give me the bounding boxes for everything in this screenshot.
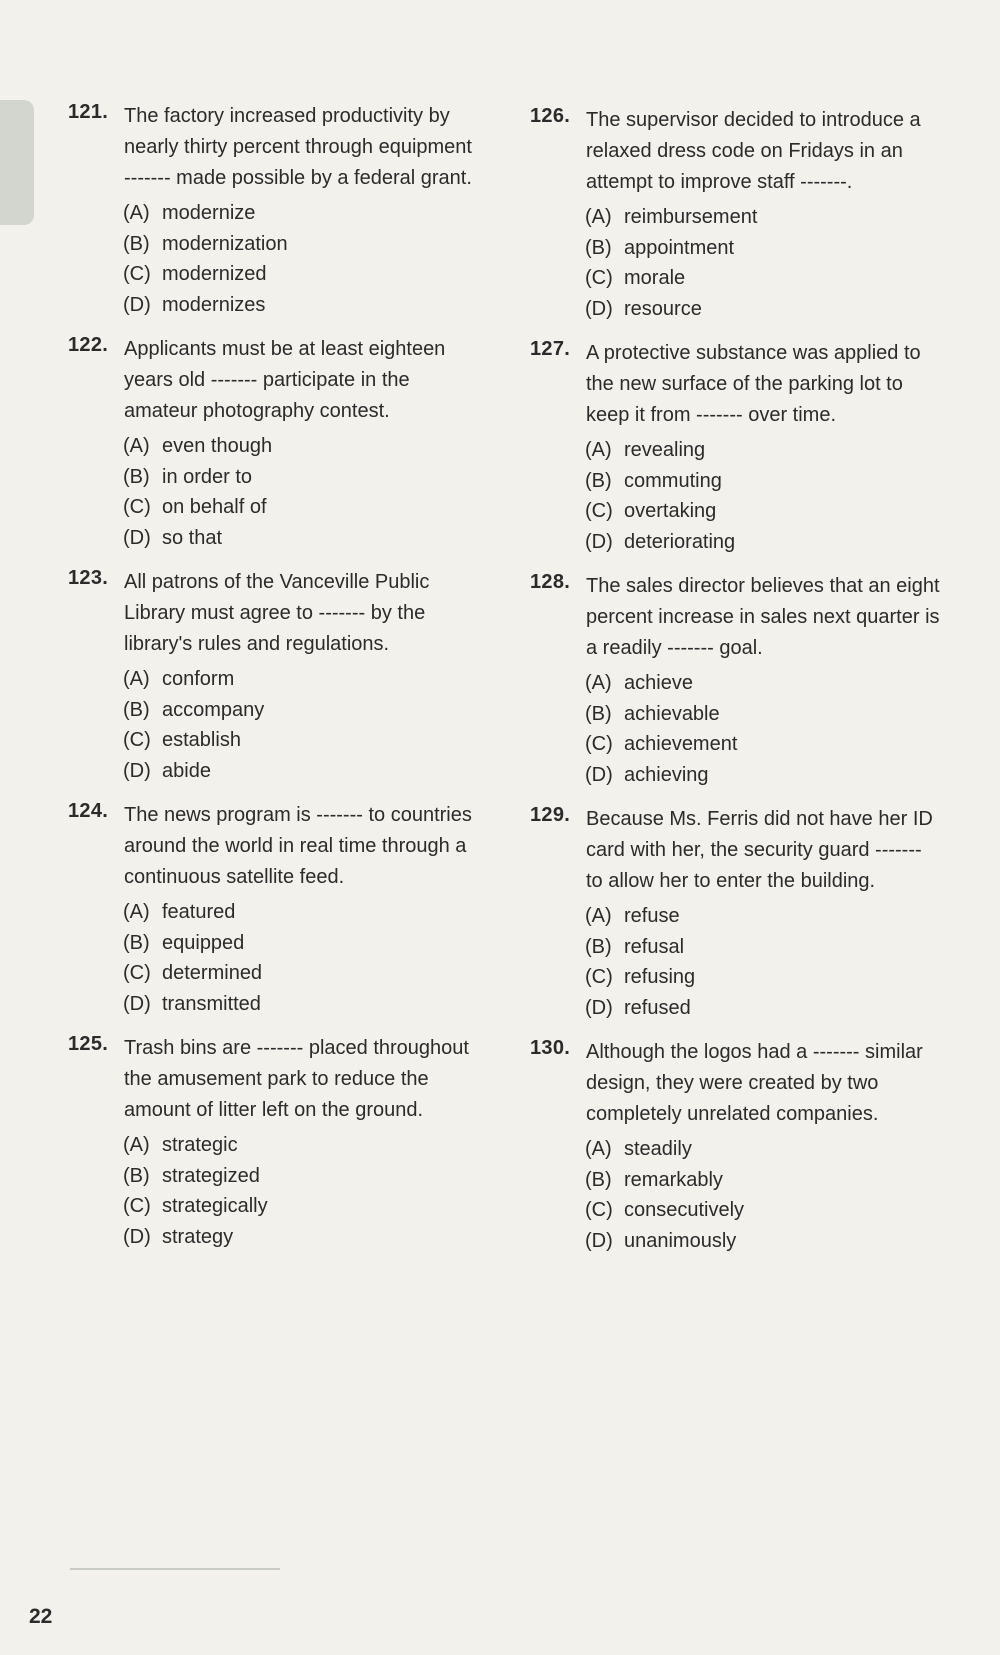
question-stem [586,1037,960,1130]
answer-option[interactable] [585,1195,960,1226]
answer-option[interactable] [123,462,498,493]
option-text: transmitted [162,992,261,1015]
answer-option[interactable] [123,259,498,290]
option-text: consecutively [624,1199,745,1221]
option-letter: (C) [585,966,613,988]
question-number: 128. [530,571,571,593]
question-stem [586,338,960,431]
option-letter: (D) [585,996,613,1019]
option-text: unanimously [624,1229,737,1252]
question-stem-line: nearly thirty percent through equipment [124,136,472,158]
option-text: reimbursement [624,206,758,228]
question-stem-line: Trash bins are ------- placed throughout [124,1037,469,1059]
question-stem-line: Although the logos had a ------- similar [586,1041,923,1063]
option-letter: (A) [585,1138,612,1160]
option-text: steadily [624,1138,692,1160]
question-number: 121. [68,101,109,123]
option-text: abide [162,759,211,782]
answer-option[interactable] [585,233,960,264]
option-letter: (C) [123,263,151,285]
question-stem-line: design, they were created by two [586,1072,879,1094]
option-text: morale [624,267,686,289]
option-letter: (B) [123,232,150,255]
question-stem [586,804,960,897]
option-letter: (C) [123,496,151,518]
option-letter: (B) [585,702,612,725]
question-stem-line: percent increase in sales next quarter is [586,606,940,628]
answer-options [585,901,960,1023]
answer-option[interactable] [585,435,960,466]
option-text: commuting [624,469,722,492]
option-letter: (B) [123,931,150,954]
option-letter: (A) [123,435,150,457]
question-stem-line: keep it from ------- over time. [586,404,837,426]
question-stem-line: attempt to improve staff -------. [586,171,853,193]
question-stem-line: a readily ------- goal. [586,637,763,659]
answer-option[interactable] [123,198,498,229]
option-text: achievable [624,702,720,725]
question-stem-line: library's rules and regulations. [124,633,390,655]
question-stem-line: relaxed dress code on Fridays in an [586,140,903,162]
option-text: accompany [162,698,265,721]
answer-option[interactable] [585,1226,960,1257]
option-text: deteriorating [624,530,736,553]
question-item [68,800,498,1033]
option-letter: (A) [585,905,612,927]
option-letter: (C) [123,729,151,751]
option-letter: (D) [123,992,151,1015]
question-stem [124,567,498,660]
option-letter: (A) [585,206,612,228]
answer-option[interactable] [123,664,498,695]
answer-option[interactable] [123,492,498,523]
answer-option[interactable] [585,202,960,233]
answer-options [585,435,960,557]
question-stem [124,1033,498,1126]
option-text: remarkably [624,1168,723,1191]
option-text: conform [162,668,235,690]
question-stem-line: The sales director believes that an eight [586,575,940,597]
question-stem-line: Library must agree to ------- by the [124,602,426,624]
question-stem-line: completely unrelated companies. [586,1103,879,1125]
question-stem [586,571,960,664]
option-text: strategized [162,1164,260,1187]
option-text: refuse [624,905,680,927]
answer-option[interactable] [123,229,498,260]
question-stem [124,800,498,893]
question-stem [124,334,498,427]
option-letter: (D) [123,1225,151,1248]
answer-options [123,664,498,786]
question-item [530,1037,960,1270]
question-number: 123. [68,567,109,589]
option-text: establish [162,729,241,751]
option-text: on behalf of [162,496,267,518]
question-item [530,338,960,571]
question-number: 122. [68,334,109,356]
option-letter: (C) [123,962,151,984]
left-question-column [68,101,498,1266]
option-letter: (D) [123,526,151,549]
answer-option[interactable] [585,729,960,760]
answer-option[interactable] [585,263,960,294]
option-letter: (C) [585,267,613,289]
answer-option[interactable] [123,756,498,787]
option-letter: (A) [123,901,150,923]
answer-options [123,198,498,320]
answer-option[interactable] [585,496,960,527]
option-text: refusal [624,935,685,958]
answer-options [585,202,960,324]
right-question-column [530,105,960,1270]
question-stem-line: Applicants must be at least eighteen [124,338,446,360]
answer-options [585,1134,960,1256]
answer-options [123,431,498,553]
question-stem-line: the new surface of the parking lot to [586,373,903,395]
option-text: achievement [624,733,738,755]
option-text: modernizes [162,293,266,316]
question-stem-line: A protective substance was applied to [586,342,921,364]
option-letter: (B) [123,465,150,488]
option-letter: (C) [585,733,613,755]
option-text: in order to [162,465,253,488]
option-text: strategic [162,1134,238,1156]
page-number: 22 [29,1605,53,1628]
answer-option[interactable] [585,466,960,497]
question-item [68,1033,498,1266]
option-text: overtaking [624,500,717,522]
option-letter: (C) [123,1195,151,1217]
option-letter: (D) [585,1229,613,1252]
answer-option[interactable] [123,725,498,756]
option-letter: (B) [585,236,612,259]
answer-option[interactable] [585,699,960,730]
answer-option[interactable] [123,431,498,462]
question-stem-line: around the world in real time through a [124,835,467,857]
answer-option[interactable] [123,523,498,554]
question-number: 125. [68,1033,109,1055]
question-stem-line: continuous satellite feed. [124,866,345,888]
question-stem-line: ------- made possible by a federal grant. [124,167,472,189]
option-text: strategically [162,1195,268,1217]
question-number: 130. [530,1037,571,1059]
answer-option[interactable] [123,958,498,989]
option-letter: (D) [123,293,151,316]
answer-option[interactable] [123,290,498,321]
option-letter: (A) [585,672,612,694]
answer-option[interactable] [585,993,960,1024]
answer-option[interactable] [123,695,498,726]
question-stem-line: amateur photography contest. [124,400,390,422]
option-text: equipped [162,931,245,954]
option-text: strategy [162,1225,234,1248]
option-letter: (D) [123,759,151,782]
question-stem [124,101,498,194]
question-stem-line: All patrons of the Vanceville Public [124,571,430,593]
option-letter: (A) [123,1134,150,1156]
option-text: modernized [162,263,267,285]
question-stem-line: years old ------- participate in the [124,369,410,391]
answer-options [585,668,960,790]
question-item [68,101,498,334]
question-item [68,334,498,567]
question-stem-line: The news program is ------- to countries [124,804,472,826]
option-text: refused [624,996,691,1019]
option-letter: (B) [585,1168,612,1191]
section-tab-decoration [0,100,34,225]
option-letter: (C) [585,1199,613,1221]
question-stem-line: The factory increased productivity by [124,105,450,127]
answer-option[interactable] [585,668,960,699]
option-letter: (B) [585,935,612,958]
option-text: so that [162,526,223,549]
question-item [68,567,498,800]
option-letter: (B) [123,1164,150,1187]
answer-option[interactable] [585,760,960,791]
answer-option[interactable] [585,294,960,325]
option-text: determined [162,962,263,984]
option-letter: (B) [585,469,612,492]
question-number: 129. [530,804,571,826]
question-stem [586,105,960,198]
question-stem-line: card with her, the security guard ------- [586,839,922,861]
option-letter: (A) [123,202,150,224]
option-text: modernization [162,232,288,255]
answer-option[interactable] [123,1130,498,1161]
answer-option[interactable] [123,1222,498,1253]
option-letter: (B) [123,698,150,721]
option-text: modernize [162,202,256,224]
option-text: resource [624,297,702,320]
answer-option[interactable] [123,1161,498,1192]
answer-option[interactable] [585,901,960,932]
option-text: achieve [624,672,693,694]
question-stem-line: the amusement park to reduce the [124,1068,429,1090]
option-letter: (A) [123,668,150,690]
question-number: 124. [68,800,109,822]
answer-options [123,1130,498,1252]
question-number: 126. [530,105,571,127]
question-stem-line: to allow her to enter the building. [586,870,876,892]
answer-option[interactable] [123,989,498,1020]
answer-option[interactable] [585,1165,960,1196]
answer-option[interactable] [585,527,960,558]
answer-option[interactable] [585,962,960,993]
question-number: 127. [530,338,571,360]
question-item [530,571,960,804]
option-letter: (A) [585,439,612,461]
answer-options [123,897,498,1019]
question-stem-line: The supervisor decided to introduce a [586,109,921,131]
option-text: featured [162,901,236,923]
question-item [530,804,960,1037]
answer-option[interactable] [123,1191,498,1222]
option-letter: (D) [585,297,613,320]
answer-option[interactable] [585,932,960,963]
question-item [530,105,960,338]
option-letter: (C) [585,500,613,522]
footer-divider [70,1568,280,1570]
option-letter: (D) [585,530,613,553]
option-text: achieving [624,763,709,786]
option-letter: (D) [585,763,613,786]
question-stem-line: amount of litter left on the ground. [124,1099,424,1121]
option-text: even though [162,435,273,457]
answer-option[interactable] [585,1134,960,1165]
answer-option[interactable] [123,897,498,928]
option-text: appointment [624,236,735,259]
option-text: refusing [624,966,696,988]
question-stem-line: Because Ms. Ferris did not have her ID [586,808,933,830]
answer-option[interactable] [123,928,498,959]
option-text: revealing [624,439,706,461]
